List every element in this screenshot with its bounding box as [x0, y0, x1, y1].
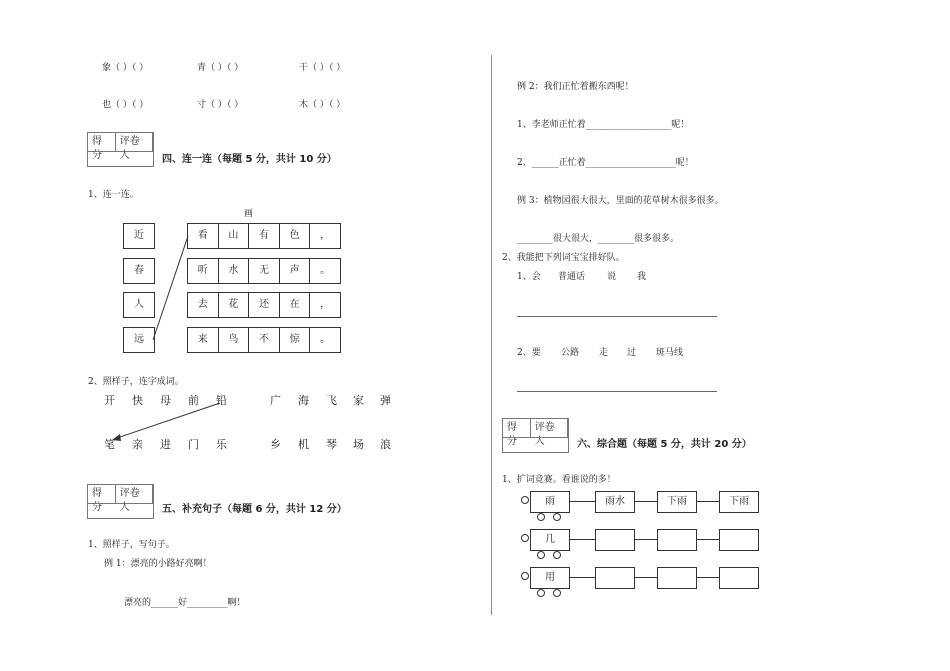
wheel: [537, 589, 545, 597]
order-word: 我: [637, 272, 647, 282]
train-car: 几: [530, 529, 570, 551]
example: 例 3：植物园很大很大，里面的花草树木很多很多。: [517, 196, 724, 206]
train-hook: [521, 572, 529, 580]
score-label: 得分: [503, 419, 531, 437]
coupler: [634, 577, 657, 578]
word-char: 弹: [380, 394, 391, 407]
poem-char: 惊: [280, 328, 311, 352]
word-char: 机: [298, 438, 309, 451]
poem-char: 。: [320, 265, 331, 276]
word-char: 乐: [216, 438, 227, 451]
train-car: [657, 529, 697, 551]
poem-char: 不: [249, 328, 280, 352]
order-word: 普通话: [558, 272, 586, 282]
wheel: [553, 513, 561, 521]
poem-char: 在: [280, 293, 311, 317]
coupler: [569, 539, 595, 540]
poem-char: ，: [320, 230, 331, 241]
train-car: 雨: [530, 491, 570, 513]
word-char: 进: [160, 438, 171, 451]
char-group: 也（ ）（ ）: [102, 100, 149, 110]
poem-char: 来: [188, 328, 219, 352]
char-group: 象（ ）（ ）: [102, 63, 149, 73]
coupler: [696, 577, 719, 578]
word-char: 前: [188, 394, 199, 407]
word-char: 笔: [104, 438, 115, 451]
word-char: 广: [270, 394, 281, 407]
char-group: 青（ ）（ ）: [197, 63, 244, 73]
fill-blank: 漂亮的______好_________啊！: [124, 598, 246, 608]
char-group: 寸（ ）（ ）: [197, 100, 244, 110]
train-car: [595, 529, 635, 551]
coupler: [634, 501, 657, 502]
grader-label: 评卷人: [531, 419, 568, 437]
word-char: 门: [188, 438, 199, 451]
word-char: 亲: [132, 438, 143, 451]
score-label: 得分: [88, 485, 116, 503]
word-char: 海: [298, 394, 309, 407]
word-char: 场: [353, 438, 364, 451]
question: 1、扩词竞赛。看谁说的多！: [502, 475, 616, 485]
poem-char: 有: [249, 224, 280, 248]
word-char: 开: [104, 394, 115, 407]
poem-char: 去: [188, 293, 219, 317]
train-car: [595, 567, 635, 589]
grader-label: 评卷人: [116, 133, 153, 151]
wheel: [537, 513, 545, 521]
order-word: 公路: [561, 348, 580, 358]
question: 1、照样子，写句子。: [88, 540, 175, 550]
poem-char: 还: [249, 293, 280, 317]
order-word: 2、要: [517, 348, 541, 358]
wheel: [537, 551, 545, 559]
word-char: 琴: [326, 438, 337, 451]
order-word: 1、会: [517, 272, 541, 282]
coupler: [569, 577, 595, 578]
question: 2、我能把下列词宝宝排好队。: [502, 253, 625, 263]
train-car: [719, 529, 759, 551]
answer-line: [517, 391, 717, 392]
left-char: 人: [123, 292, 155, 318]
word-char: 乡: [270, 438, 281, 451]
train-car: 下雨: [657, 491, 697, 513]
section-title: 四、连一连（每题 5 分，共计 10 分）: [162, 154, 337, 165]
poem-char: 听: [188, 259, 219, 283]
train-car: [719, 567, 759, 589]
order-word: 说: [607, 272, 617, 282]
poem-char: 无: [249, 259, 280, 283]
score-box: [87, 484, 154, 519]
score-label: 得分: [88, 133, 116, 151]
order-word: 斑马线: [656, 348, 684, 358]
train-hook: [521, 496, 529, 504]
poem-char: 花: [219, 293, 250, 317]
poem-char: ，: [320, 299, 331, 310]
left-char: 近: [123, 223, 155, 249]
answer-line: [517, 316, 717, 317]
fill-blank: 2、______正忙着____________________呢！: [517, 158, 694, 168]
poem-char: 。: [320, 334, 331, 345]
order-word: 走: [599, 348, 609, 358]
coupler: [634, 539, 657, 540]
char-group: 干（ ）（ ）: [299, 63, 346, 73]
poem-char: 看: [188, 224, 219, 248]
train-car: 下雨: [719, 491, 759, 513]
score-box: [502, 418, 569, 453]
example: 例 1：漂亮的小路好亮啊！: [104, 559, 212, 569]
train-car: 用: [530, 567, 570, 589]
poem-char: 鸟: [219, 328, 250, 352]
poem-char: 声: [280, 259, 311, 283]
question: 2、照样子，连字成词。: [88, 377, 184, 387]
grader-label: 评卷人: [116, 485, 153, 503]
train-hook: [521, 534, 529, 542]
wheel: [553, 589, 561, 597]
poem-char: 山: [219, 224, 250, 248]
section-title: 五、补充句子（每题 6 分，共计 12 分）: [162, 504, 347, 515]
section-title: 六、综合题（每题 5 分，共计 20 分）: [577, 439, 752, 450]
word-char: 母: [160, 394, 171, 407]
top-char: 画: [244, 209, 254, 219]
example: 例 2：我们正忙着搬东西呢！: [517, 82, 634, 92]
coupler: [569, 501, 595, 502]
word-char: 家: [353, 394, 364, 407]
wheel: [553, 551, 561, 559]
char-group: 木（ ）（ ）: [299, 100, 346, 110]
word-char: 浪: [380, 438, 391, 451]
train-car: [657, 567, 697, 589]
word-char: 飞: [326, 394, 337, 407]
question: 1、连一连。: [88, 190, 139, 200]
fill-blank: 1、李老师正忙着___________________呢！: [517, 120, 690, 130]
poem-char: 色: [280, 224, 311, 248]
train-car: 雨水: [595, 491, 635, 513]
left-char: 春: [123, 258, 155, 284]
order-word: 过: [627, 348, 637, 358]
left-char: 远: [123, 327, 155, 353]
coupler: [696, 539, 719, 540]
coupler: [696, 501, 719, 502]
word-char: 铅: [216, 394, 227, 407]
poem-char: 水: [219, 259, 250, 283]
word-char: 快: [132, 394, 143, 407]
fill-blank: ________很大很大，________很多很多。: [517, 234, 680, 244]
